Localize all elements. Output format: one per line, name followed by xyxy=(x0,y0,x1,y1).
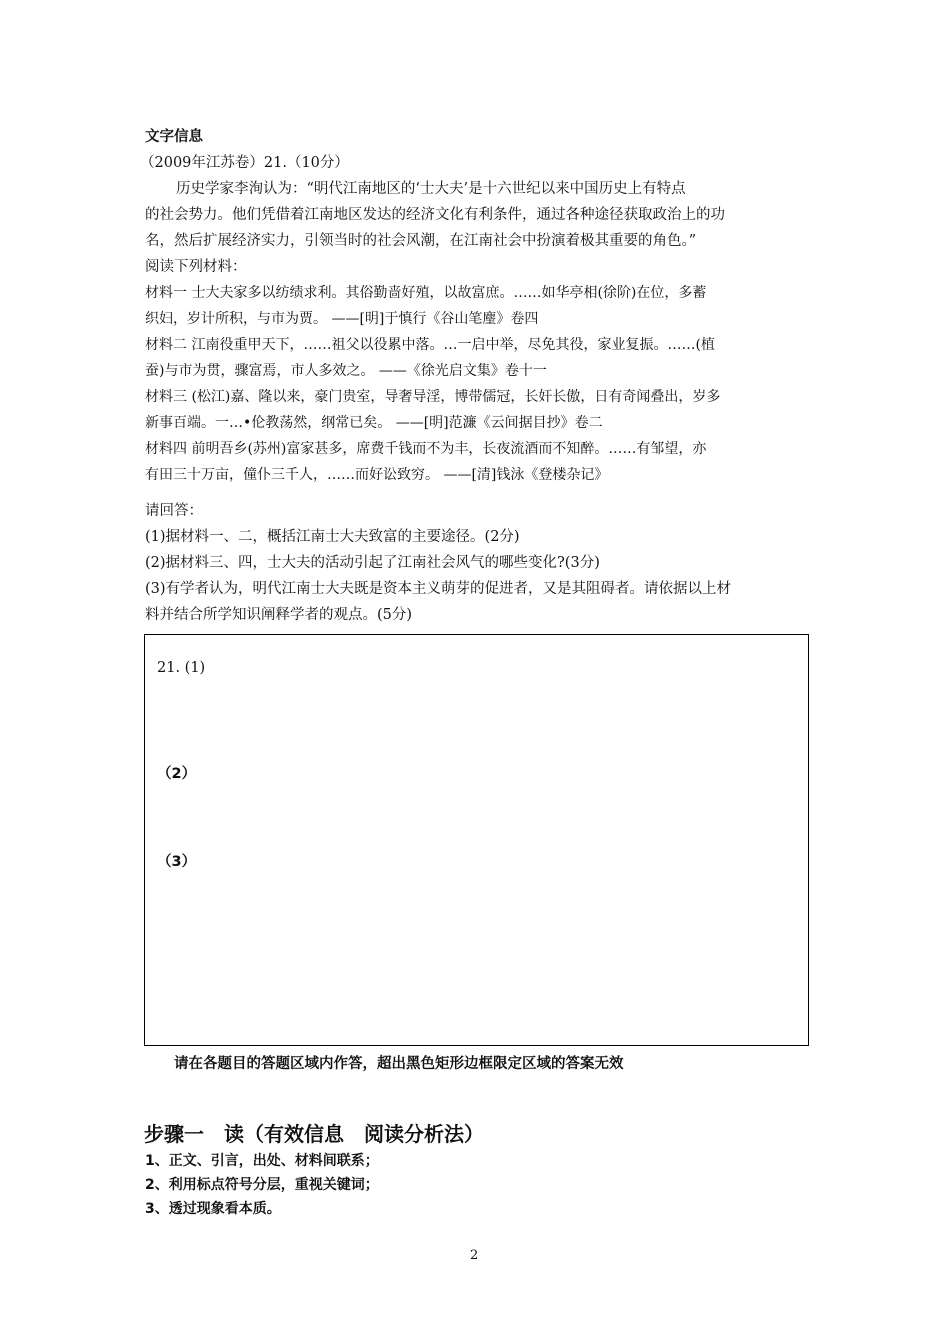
step-item-1: 1、正文、引言，出处、材料间联系； xyxy=(145,1153,379,1169)
question-3-line-1: (3)有学者认为，明代江南士大夫既是资本主义萌芽的促进者，又是其阻碍者。请依据以上材 xyxy=(145,581,732,597)
read-prompt: 阅读下列材料： xyxy=(145,259,247,275)
question-1: (1)据材料一、二，概括江南士大夫致富的主要途径。(2分) xyxy=(145,529,520,545)
question-3-line-2: 料并结合所学知识阐释学者的观点。(5分) xyxy=(145,607,413,623)
section-heading: 文字信息 xyxy=(145,129,203,145)
material-4-line-1: 材料四 前明吾乡(苏州)富家甚多，席费千钱而不为丰，长夜流酒而不知醉。……有邹望，亦 xyxy=(145,441,707,457)
material-1-line-2: 织妇，岁计所积，与市为贾。 ——[明]于慎行《谷山笔麈》卷四 xyxy=(145,311,539,327)
answer-area-notice: 请在各题目的答题区域内作答，超出黑色矩形边框限定区域的答案无效 xyxy=(174,1056,624,1072)
step-item-2: 2、利用标点符号分层，重视关键词； xyxy=(145,1177,379,1193)
material-2-line-2: 蚕)与市为贯，骤富焉，市人多效之。 ——《徐光启文集》卷十一 xyxy=(145,363,547,379)
material-1-line-1: 材料一 士大夫家多以纺绩求利。其俗勤啬好殖，以故富庶。……如华亭相(徐阶)在位，多蓄 xyxy=(145,285,707,301)
answer-box[interactable] xyxy=(144,634,809,1046)
step-title: 步骤一 读（有效信息 阅读分析法） xyxy=(144,1122,484,1146)
material-3-line-1: 材料三 (松江)嘉、隆以来，豪门贵室，导奢导淫，博带儒冠，长奸长傲，日有奇闻叠出，岁多 xyxy=(145,389,721,405)
intro-line-1: 历史学家李洵认为：“明代江南地区的‘士大夫’是十六世纪以来中国历史上有特点 xyxy=(176,181,686,197)
material-4-line-2: 有田三十万亩，僮仆三千人，……而好讼致穷。 ——[清]钱泳《登楼杂记》 xyxy=(145,467,609,483)
step-item-3: 3、透过现象看本质。 xyxy=(145,1201,281,1217)
answer-label-2: （2） xyxy=(157,766,197,782)
material-3-line-2: 新事百端。一…•伦教荡然，纲常已矣。 ——[明]范濂《云间据目抄》卷二 xyxy=(145,415,603,431)
answer-label-3: （3） xyxy=(157,854,197,870)
intro-line-3: 名，然后扩展经济实力，引领当时的社会风潮，在江南社会中扮演着极其重要的角色。” xyxy=(145,233,697,249)
intro-line-2: 的社会势力。他们凭借着江南地区发达的经济文化有利条件，通过各种途径获取政治上的功 xyxy=(145,207,725,223)
answer-label-1: 21. (1) xyxy=(157,660,206,676)
material-2-line-1: 材料二 江南役重甲天下，……祖父以役累中落。…一启中举，尽免其役，家业复振。……(植 xyxy=(145,337,715,353)
page-number: 2 xyxy=(470,1248,479,1263)
question-source: （2009年江苏卷）21.（10分） xyxy=(140,155,349,171)
question-2: (2)据材料三、四，士大夫的活动引起了江南社会风气的哪些变化?(3分) xyxy=(145,555,600,571)
answer-prompt: 请回答： xyxy=(145,503,203,519)
